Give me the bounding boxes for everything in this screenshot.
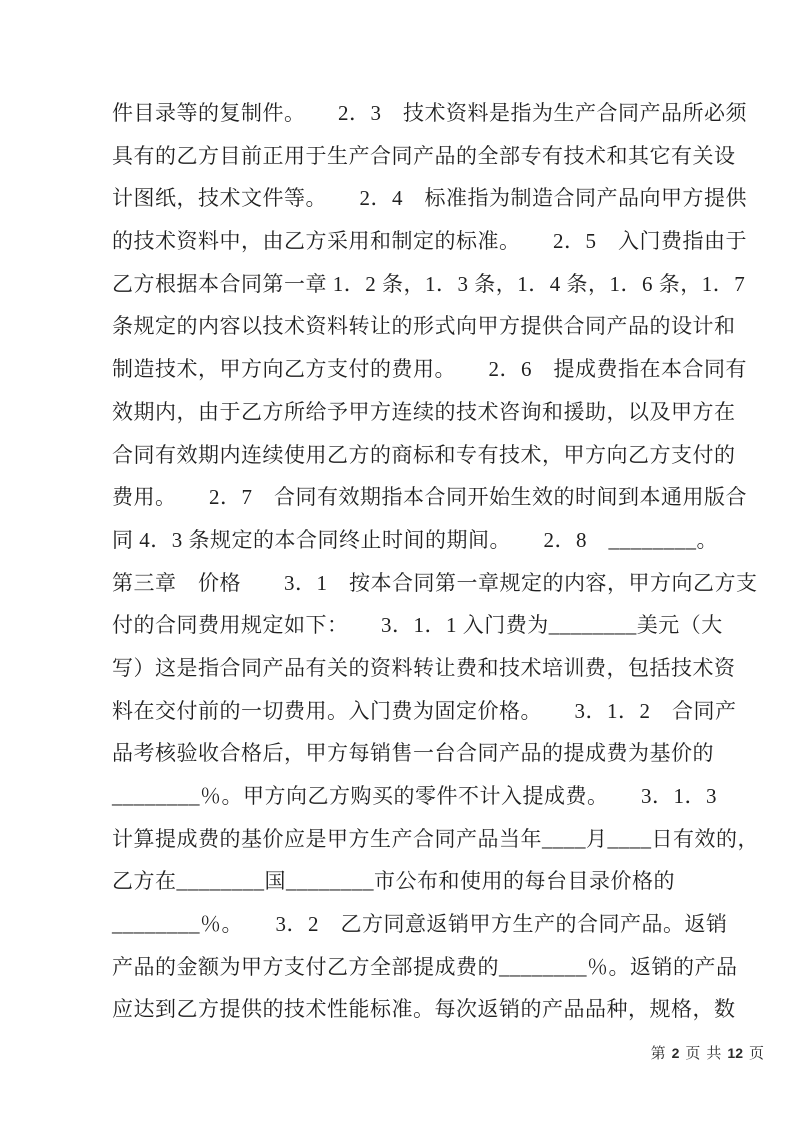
text-line: 同 4．3 条规定的本合同终止时间的期间。 2．8 ________。 — [112, 527, 718, 552]
text-line: 具有的乙方目前正用于生产合同产品的全部专有技术和其它有关设 — [112, 143, 736, 168]
text-line: 写）这是指合同产品有关的资料转让费和技术培训费，包括技术资 — [112, 655, 736, 680]
text-line: 费用。 2．7 合同有效期指本合同开始生效的时间到本通用版合 — [112, 485, 747, 510]
text-line: 的技术资料中，由乙方采用和制定的标准。 2．5 入门费指由于 — [112, 229, 747, 254]
footer-label-ye-end: 页 — [748, 1046, 764, 1062]
text-line: 制造技术，甲方向乙方支付的费用。 2．6 提成费指在本合同有 — [112, 357, 747, 382]
text-line: 料在交付前的一切费用。入门费为固定价格。 3．1．2 合同产 — [112, 698, 737, 723]
text-line: ________％。甲方向乙方购买的零件不计入提成费。 3．1．3 — [112, 784, 717, 808]
document-body — [112, 92, 759, 1031]
footer-label-gong: 共 — [706, 1046, 722, 1062]
text-line: 乙方在________国________市公布和使用的每台目录价格的 — [112, 869, 675, 894]
footer-current-page: 2 — [671, 1045, 680, 1061]
text-line: 第三章 价格 3．1 按本合同第一章规定的内容，甲方向乙方支 — [112, 570, 758, 595]
footer-total-pages: 12 — [727, 1045, 743, 1061]
text-line: 付的合同费用规定如下： 3．1．1 入门费为________美元（大 — [112, 613, 723, 638]
text-line: 合同有效期内连续使用乙方的商标和专有技术，甲方向乙方支付的 — [112, 442, 736, 467]
text-line: 效期内，由于乙方所给予甲方连续的技术咨询和援助，以及甲方在 — [112, 399, 736, 424]
text-line: 条规定的内容以技术资料转让的形式向甲方提供合同产品的设计和 — [112, 314, 736, 339]
text-line: 产品的金额为甲方支付乙方全部提成费的________％。返销的产品 — [112, 954, 738, 979]
page-footer — [648, 1042, 767, 1063]
text-line: 品考核验收合格后，甲方每销售一台合同产品的提成费为基价的 — [112, 741, 714, 766]
footer-label-ye: 页 — [685, 1046, 701, 1062]
text-line: 计算提成费的基价应是甲方生产合同产品当年____月____日有效的， — [112, 826, 759, 851]
footer-label-di: 第 — [650, 1046, 666, 1062]
text-line: 件目录等的复制件。 2．3 技术资料是指为生产合同产品所必须 — [112, 101, 747, 125]
text-line: 计图纸，技术文件等。 2．4 标准指为制造合同产品向甲方提供 — [112, 186, 747, 211]
text-line: ________％。 3．2 乙方同意返销甲方生产的合同产品。返销 — [112, 912, 728, 937]
text-line: 乙方根据本合同第一章 1．2 条，1．3 条，1．4 条，1．6 条，1．7 — [112, 271, 746, 296]
text-line: 应达到乙方提供的技术性能标准。每次返销的产品品种，规格，数 — [112, 997, 736, 1022]
